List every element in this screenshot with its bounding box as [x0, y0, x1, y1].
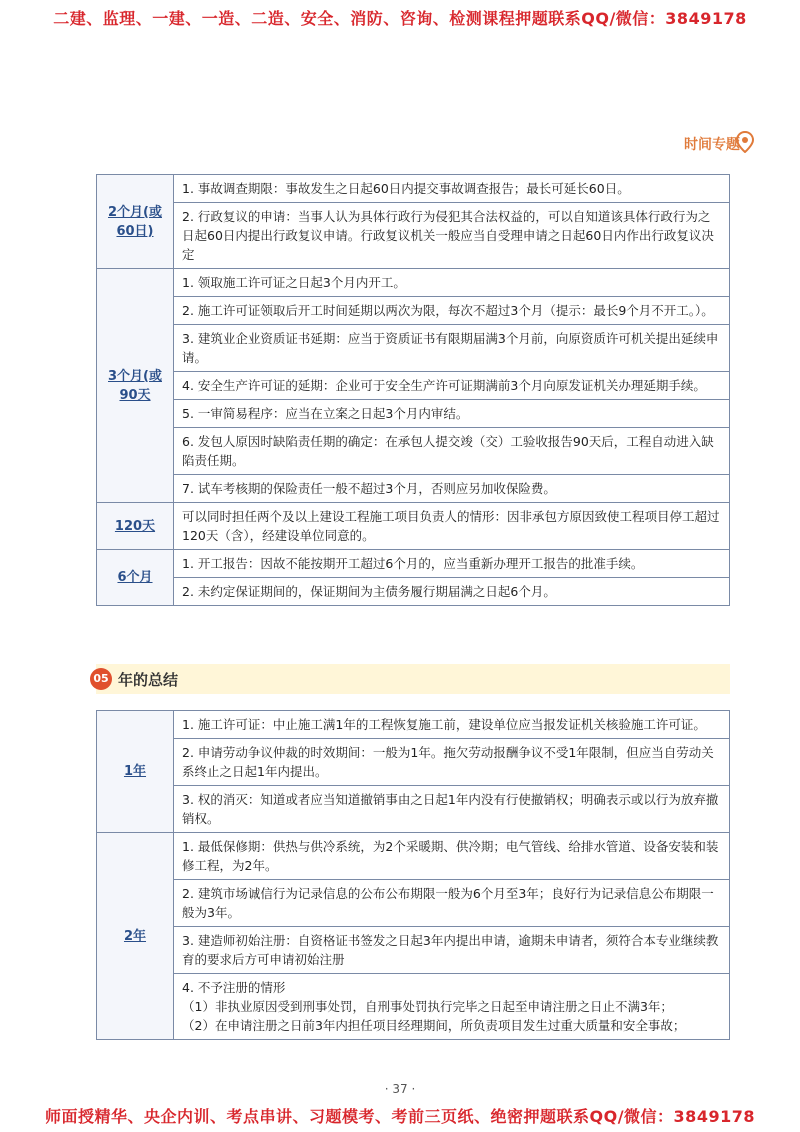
topic-label: 时间专题 — [684, 137, 740, 153]
table-row — [97, 786, 730, 833]
row-label: 2个月(或60日) — [97, 175, 174, 269]
table-row — [97, 325, 730, 372]
table-row — [97, 833, 730, 880]
location-pin-icon — [736, 131, 754, 153]
table-cell: 1. 领取施工许可证之日起3个月内开工。 — [174, 269, 730, 297]
table-cell: 2. 申请劳动争议仲裁的时效期间：一般为1年。拖欠劳动报酬争议不受1年限制，但应当自劳动关系终止之日起1年内提出。 — [174, 739, 730, 786]
table-cell: 1. 最低保修期：供热与供冷系统，为2个采暖期、供冷期；电气管线、给排水管道、设备安装和装修工程，为2年。 — [174, 833, 730, 880]
table-cell: 7. 试车考核期的保险责任一般不超过3个月，否则应另加收保险费。 — [174, 475, 730, 503]
table-cell: 3. 建筑业企业资质证书延期：应当于资质证书有限期届满3个月前，向原资质许可机关提出延续申请。 — [174, 325, 730, 372]
table-row — [97, 927, 730, 974]
row-label: 3个月(或90天 — [97, 269, 174, 503]
table-cell: 4. 不予注册的情形 （1）非执业原因受到刑事处罚，自刑事处罚执行完毕之日起至申请注册之日止不满3年； （2）在申请注册之日前3年内担任项目经理期间，所负责项目发生过重大质量和安全事故； — [174, 974, 730, 1040]
table-cell: 1. 事故调查期限：事故发生之日起60日内提交事故调查报告；最长可延长60日。 — [174, 175, 730, 203]
table-row — [97, 203, 730, 269]
page-number: · 37 · — [384, 1082, 416, 1096]
table-row — [97, 297, 730, 325]
row-label: 2年 — [97, 833, 174, 1040]
table-row — [97, 578, 730, 606]
table-row — [97, 475, 730, 503]
table-cell: 2. 施工许可证领取后开工时间延期以两次为限，每次不超过3个月（提示：最长9个月不开工。）。 — [174, 297, 730, 325]
table-row — [97, 880, 730, 927]
table-row — [97, 400, 730, 428]
section-title: 年的总结 — [118, 671, 179, 689]
header-banner: 二建、监理、一建、一造、二造、安全、消防、咨询、检测课程押题联系QQ/微信：3849178 — [53, 9, 747, 28]
table-cell: 2. 行政复议的申请：当事人认为具体行政行为侵犯其合法权益的，可以自知道该具体行政行为之日起60日内提出行政复议申请。行政复议机关一般应当自受理申请之日起60日内作出行政复议决定 — [174, 203, 730, 269]
table-cell: 2. 未约定保证期间的，保证期间为主债务履行期届满之日起6个月。 — [174, 578, 730, 606]
table-row — [97, 503, 730, 550]
table-row — [97, 711, 730, 739]
row-label: 1年 — [97, 711, 174, 833]
table-cell: 6. 发包人原因时缺陷责任期的确定：在承包人提交竣（交）工验收报告90天后，工程自动进入缺陷责任期。 — [174, 428, 730, 475]
section-header — [93, 664, 730, 694]
table-cell: 可以同时担任两个及以上建设工程施工项目负责人的情形：因非承包方原因致使工程项目停工超过120天（含），经建设单位同意的。 — [174, 503, 730, 550]
table-row — [97, 974, 730, 1040]
table-row — [97, 550, 730, 578]
table-row — [97, 428, 730, 475]
table-cell: 3. 建造师初始注册：自资格证书签发之日起3年内提出申请，逾期未申请者，须符合本专业继续教育的要求后方可申请初始注册 — [174, 927, 730, 974]
table-cell: 2. 建筑市场诚信行为记录信息的公布公布期限一般为6个月至3年；良好行为记录信息公布期限一般为3年。 — [174, 880, 730, 927]
table-cell: 3. 权的消灭：知道或者应当知道撤销事由之日起1年内没有行使撤销权；明确表示或以行为放弃撤销权。 — [174, 786, 730, 833]
table-row — [97, 739, 730, 786]
table-cell: 1. 施工许可证：中止施工满1年的工程恢复施工前，建设单位应当报发证机关核验施工许可证。 — [174, 711, 730, 739]
time-table-months — [96, 174, 730, 606]
table-row — [97, 175, 730, 203]
footer-banner: 师面授精华、央企内训、考点串讲、习题模考、考前三页纸、绝密押题联系QQ/微信：3849178 — [45, 1107, 755, 1126]
row-label: 6个月 — [97, 550, 174, 606]
time-table-years — [96, 710, 730, 1040]
table-row — [97, 269, 730, 297]
section-badge: 05 — [90, 668, 112, 690]
table-row — [97, 372, 730, 400]
table-cell: 1. 开工报告：因故不能按期开工超过6个月的，应当重新办理开工报告的批准手续。 — [174, 550, 730, 578]
row-label: 120天 — [97, 503, 174, 550]
table-cell: 5. 一审简易程序：应当在立案之日起3个月内审结。 — [174, 400, 730, 428]
table-cell: 4. 安全生产许可证的延期：企业可于安全生产许可证期满前3个月向原发证机关办理延期手续。 — [174, 372, 730, 400]
